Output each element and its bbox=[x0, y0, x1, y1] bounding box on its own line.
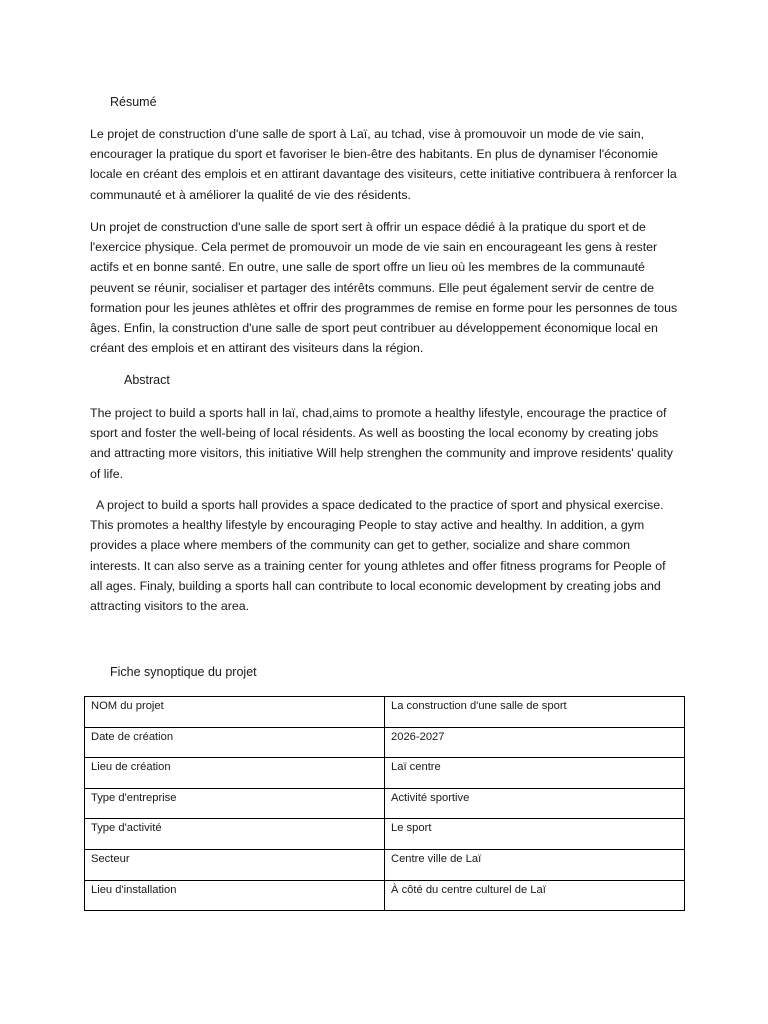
table-row bbox=[85, 727, 685, 758]
table-cell-value: À côté du centre culturel de Laï bbox=[385, 880, 685, 911]
abstract-paragraph-1: The project to build a sports hall in laï, chad,aims to promote a healthy lifestyle, encourage the practice of sport and foster the well-being of local résidents. As well as boosting the local economy by creating jobs and attracting more visitors, this initiative Will help strenghen the community and improve residents' quality of life. bbox=[90, 406, 673, 481]
abstract-paragraph-2: A project to build a sports hall provides a space dedicated to the practice of sport and physical exercise. This promotes a healthy lifestyle by encouraging People to stay active and healthy. In addition, a gym provides a place where members of the community can get to gether, socialize and share common interests. It can also serve as a training center for young athletes and offer fitness programs for People of all ages. Finaly, building a sports hall can contribute to local economic development by creating jobs and attracting visitors to the area. bbox=[90, 498, 666, 614]
table-cell-value: Laï centre bbox=[385, 758, 685, 789]
synoptic-table bbox=[84, 696, 685, 911]
table-row bbox=[85, 788, 685, 819]
table-row bbox=[85, 849, 685, 880]
table-cell-label: Lieu de création bbox=[85, 758, 385, 789]
table-cell-value: Le sport bbox=[385, 819, 685, 850]
table-cell-value: La construction d'une salle de sport bbox=[385, 697, 685, 728]
table-cell-label: Secteur bbox=[85, 849, 385, 880]
table-cell-label: Type d'activité bbox=[85, 819, 385, 850]
table-row bbox=[85, 697, 685, 728]
abstract-heading: Abstract bbox=[124, 373, 170, 387]
table-cell-label: Lieu d'installation bbox=[85, 880, 385, 911]
synoptic-heading: Fiche synoptique du projet bbox=[110, 665, 257, 679]
table-cell-label: NOM du projet bbox=[85, 697, 385, 728]
table-cell-label: Date de création bbox=[85, 727, 385, 758]
table-cell-value: 2026-2027 bbox=[385, 727, 685, 758]
table-cell-label: Type d'entreprise bbox=[85, 788, 385, 819]
table-cell-value: Activité sportive bbox=[385, 788, 685, 819]
resume-heading: Résumé bbox=[110, 95, 157, 109]
table-row bbox=[85, 880, 685, 911]
table-row bbox=[85, 819, 685, 850]
table-row bbox=[85, 758, 685, 789]
resume-paragraph-1: Le projet de construction d'une salle de sport à Laï, au tchad, vise à promouvoir un mode de vie sain, encourager la pratique du sport et favoriser le bien-être des habitants. En plus de dynamiser l'économie locale en créant des emplois et en attirant davantage des visiteurs, cette initiative contribuera à renforcer la communauté et à améliorer la qualité de vie des résidents. bbox=[90, 127, 677, 202]
table-cell-value: Centre ville de Laï bbox=[385, 849, 685, 880]
resume-paragraph-2: Un projet de construction d'une salle de sport sert à offrir un espace dédié à la pratique du sport et de l'exercice physique. Cela permet de promouvoir un mode de vie sain en encourageant les gens à rester actifs et en bonne santé. En outre, une salle de sport offre un lieu où les membres de la communauté peuvent se réunir, socialiser et partager des intérêts communs. Elle peut également servir de centre de formation pour les jeunes athlètes et offrir des programmes de remise en forme pour les personnes de tous âges. Enfin, la construction d'une salle de sport peut contribuer au développement économique local en créant des emplois et en attirant des visiteurs dans la région. bbox=[90, 220, 678, 356]
